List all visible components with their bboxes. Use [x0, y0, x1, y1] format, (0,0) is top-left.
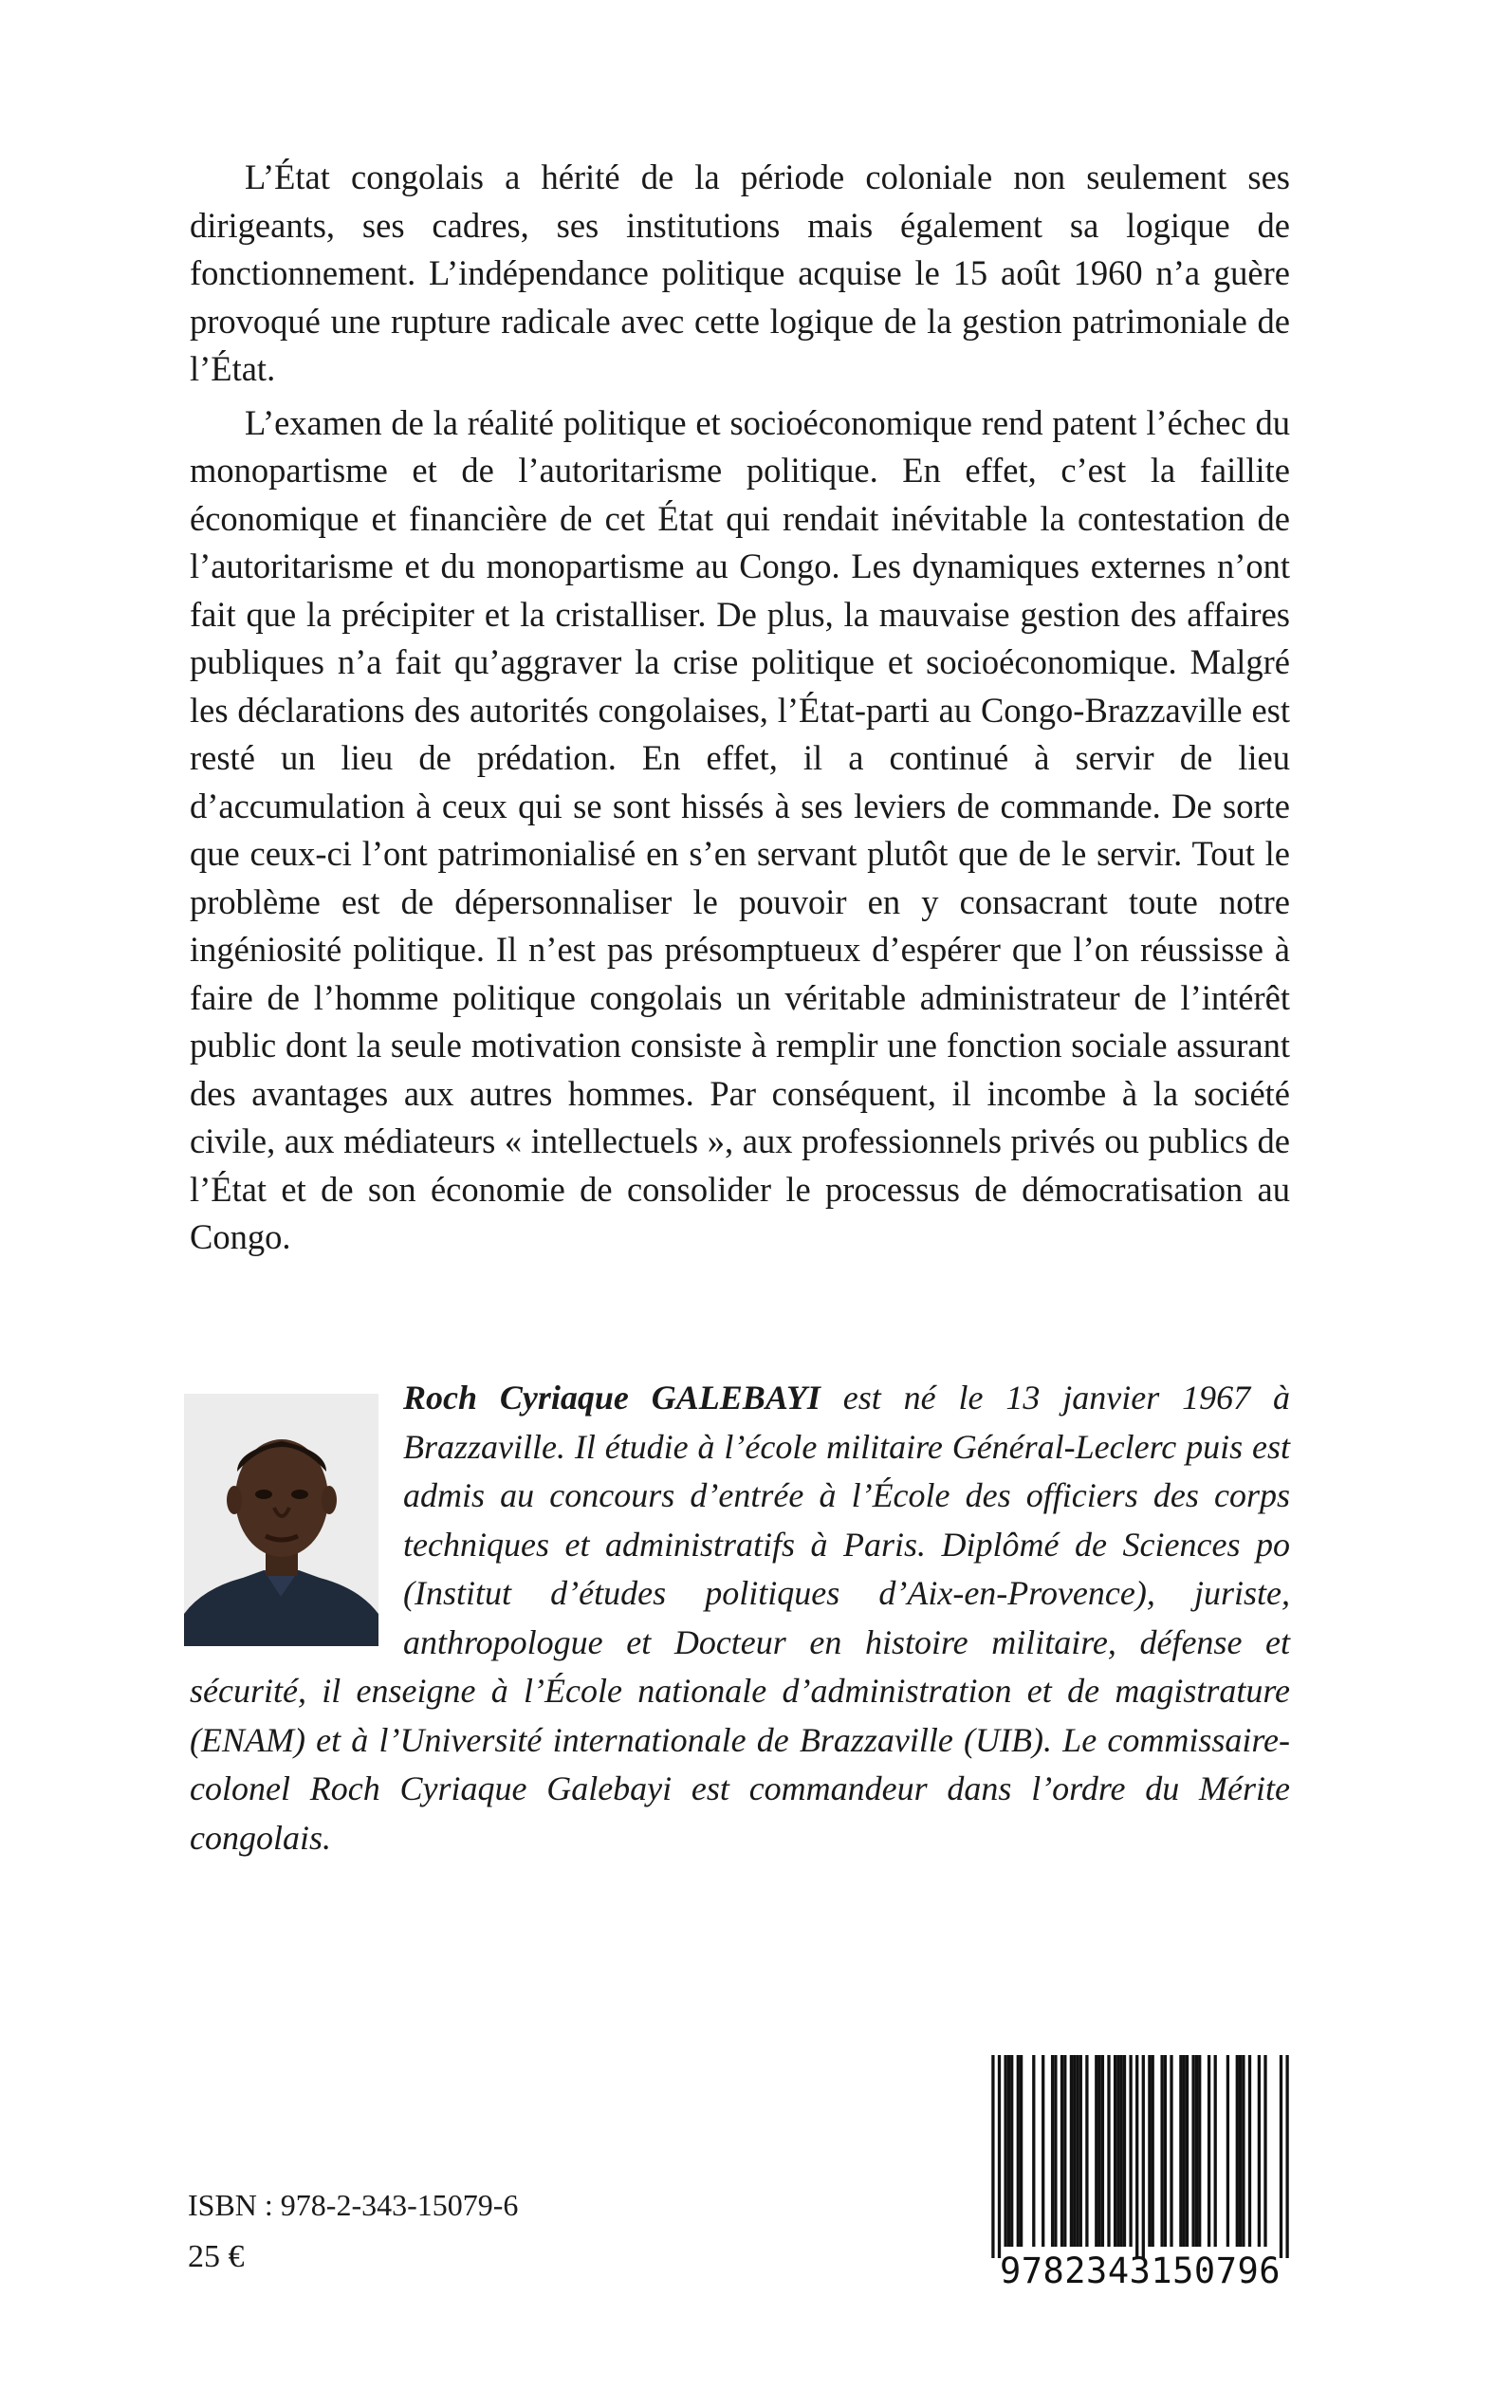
barcode-guard-bar	[1285, 2055, 1288, 2258]
barcode-bar	[1248, 2055, 1251, 2247]
barcode-bar	[1226, 2055, 1229, 2247]
author-bio	[190, 1374, 1290, 1862]
barcode-bar	[1032, 2055, 1035, 2247]
barcode	[984, 2051, 1297, 2292]
barcode-digits: 9782343150796	[999, 2251, 1282, 2291]
barcode-bar	[1183, 2055, 1186, 2247]
barcode-bar	[1097, 2055, 1100, 2247]
barcode-bar	[1186, 2055, 1189, 2247]
barcode-bar	[1195, 2055, 1198, 2247]
barcode-bar	[1073, 2055, 1076, 2247]
barcode-bar	[1258, 2055, 1261, 2247]
summary-paragraph-2: L’examen de la réalité politique et socioéconomique rend patent l’échec du monopartisme et de l’autoritarisme politique. En effet, c’est la faillite économique et financière de cet État qui rendait inévitable la contestation de l’autoritarisme et du monopartisme au Congo. Les dynamiques externes n’ont fait que la précipiter et la cristalliser. De plus, la mauvaise gestion des affaires publiques n’a fait qu’aggraver la crise politique et socioéconomique. Malgré les déclarations des autorités congolaises, l’État-parti au Congo-Brazzaville est resté un lieu de prédation. En effet, il a continué à servir de lieu d’accumulation à ceux qui se sont hissés à ses leviers de commande. De sorte que ceux-ci l’ont patrimonialisé en s’en servant plutôt que de le servir. Tout le problème est de dépersonnaliser le pouvoir en y consacrant toute notre ingéniosité politique. Il n’est pas présomptueux d’espérer que l’on réussisse à faire de l’homme politique congolais un véritable administrateur de l’intérêt public dont la seule motivation consiste à remplir une fonction sociale assurant des avantages aux autres hommes. Par conséquent, il incombe à la société civile, aux médiateurs « intellectuels », aux professionnels privés ou publics de l’État et de son économie de consolider le processus de démocratisation au Congo.	[190, 402, 1290, 1256]
barcode-bar	[1148, 2055, 1151, 2247]
barcode-bar	[1198, 2055, 1201, 2247]
price-label: 25 €	[188, 2239, 245, 2274]
author-name: Roch Cyriaque GALEBAYI	[403, 1379, 821, 1417]
barcode-bar	[1007, 2055, 1010, 2247]
barcode-bar	[1152, 2055, 1154, 2247]
author-photo	[184, 1394, 378, 1646]
barcode-bar	[1170, 2055, 1172, 2247]
barcode-bar	[1101, 2055, 1104, 2247]
barcode-bar	[1179, 2055, 1182, 2247]
barcode-bar	[1010, 2055, 1013, 2247]
barcode-bar	[1107, 2055, 1110, 2247]
barcode-guard-bar	[1142, 2055, 1145, 2258]
barcode-bar	[1020, 2055, 1023, 2247]
barcode-bar	[1239, 2055, 1242, 2247]
barcode-bar	[1191, 2055, 1194, 2247]
summary-text	[190, 154, 1290, 1262]
barcode-bar	[1042, 2055, 1044, 2247]
barcode-guard-bar	[1135, 2055, 1138, 2258]
barcode-bar	[1063, 2055, 1066, 2247]
barcode-bar	[1017, 2055, 1020, 2247]
barcode-bar	[1160, 2055, 1163, 2247]
barcode-bar	[1070, 2055, 1073, 2247]
barcode-bar	[1004, 2055, 1006, 2247]
barcode-bar	[1164, 2055, 1167, 2247]
barcode-bar	[1129, 2055, 1132, 2247]
barcode-bar	[1085, 2055, 1088, 2247]
barcode-guard-bar	[998, 2055, 1001, 2258]
barcode-bar	[1079, 2055, 1082, 2247]
barcode-bar	[1054, 2055, 1057, 2247]
barcode-bar	[1236, 2055, 1239, 2247]
author-bio-text: est né le 13 janvier 1967 à Brazzaville. Il étudie à l’école militaire Général-Leclerc puis est admis au concours d’entrée à l’École des officiers des corps techniques et administratifs à Paris. Diplômé de Sciences po (Institut d’études politiques d’Aix-en-Provence), juriste, anthropologue et Docteur en histoire militaire, défense et sécurité, il enseigne à l’École nationale d’administration et de magistrature (ENAM) et à l’Université internationale de Brazzaville (UIB). Le commissaire-colonel Roch Cyriaque Galebayi est commandeur dans l’ordre du Mérite congolais.	[190, 1379, 1290, 1857]
barcode-bar	[1263, 2055, 1266, 2247]
barcode-bar	[1214, 2055, 1217, 2247]
barcode-bar	[1076, 2055, 1079, 2247]
barcode-bar	[1114, 2055, 1116, 2247]
barcode-bar	[1095, 2055, 1097, 2247]
barcode-bar	[1051, 2055, 1054, 2247]
barcode-bar	[1123, 2055, 1126, 2247]
barcode-bar	[1208, 2055, 1210, 2247]
author-portrait-icon	[184, 1394, 378, 1646]
barcode-bar	[1120, 2055, 1123, 2247]
isbn-label: ISBN : 978-2-343-15079-6	[188, 2188, 519, 2222]
barcode-bar	[1116, 2055, 1119, 2247]
barcode-guard-bar	[991, 2055, 994, 2258]
barcode-bar	[1060, 2055, 1063, 2247]
barcode-bar	[1242, 2055, 1245, 2247]
barcode-guard-bar	[1280, 2055, 1282, 2258]
summary-paragraph-1: L’État congolais a hérité de la période coloniale non seulement ses dirigeants, ses cadres, ses institutions mais également sa logique de fonctionnement. L’indépendance politique acquise le 15 août 1960 n’a guère provoqué une rupture radicale avec cette logique de la gestion patrimoniale de l’État.	[190, 157, 1290, 388]
